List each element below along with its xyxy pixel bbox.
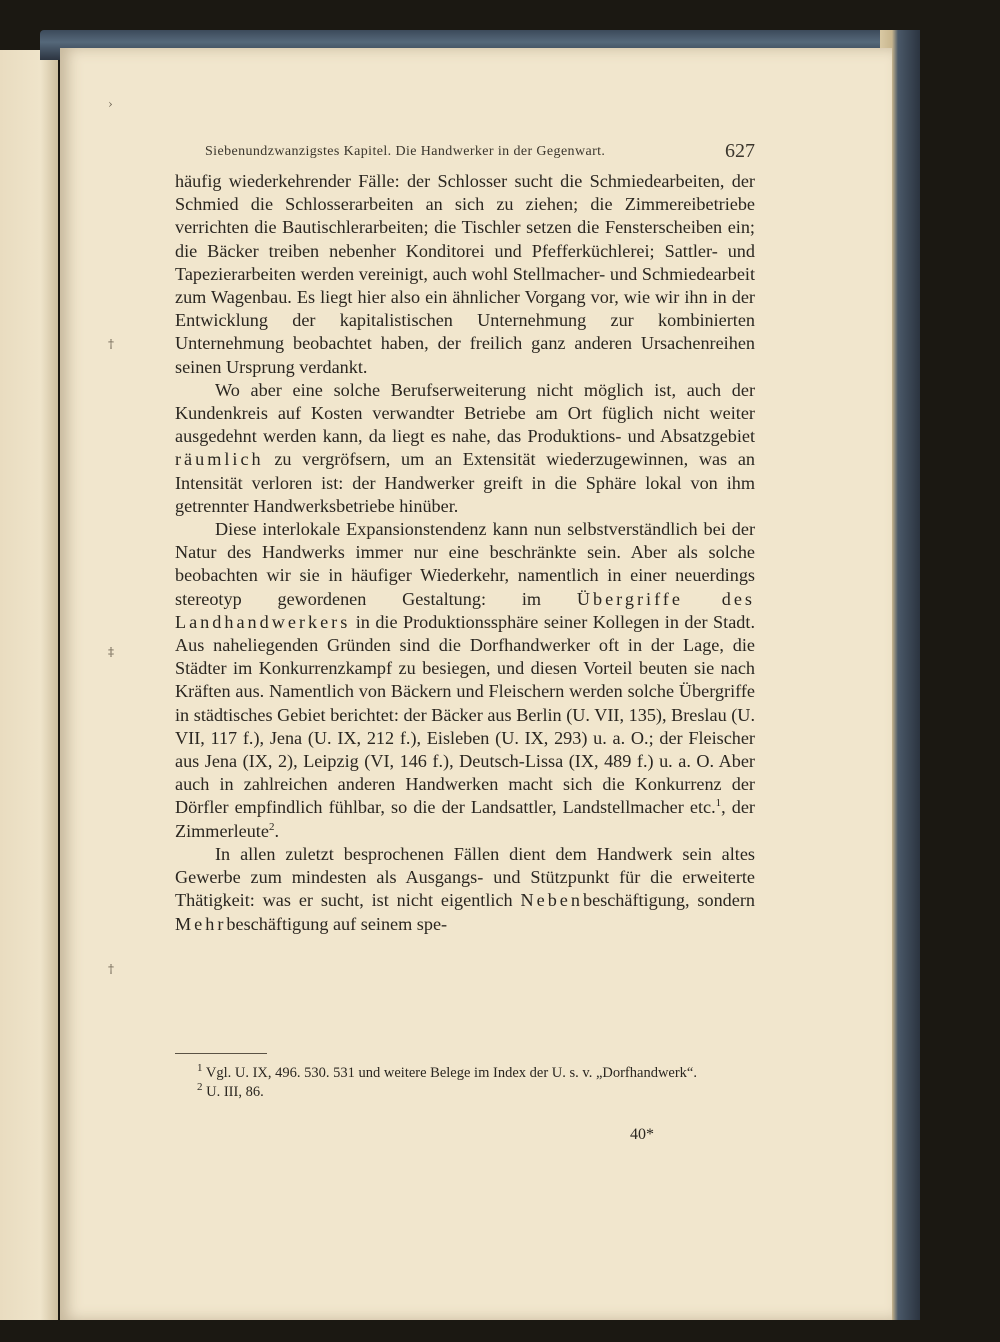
footnote-ref: 2 (268, 820, 275, 833)
margin-mark-icon: † (108, 337, 114, 351)
footnote-ref: 1 (715, 797, 722, 810)
page-number: 627 (725, 140, 755, 162)
text-run: zu vergröfsern, um an Extensität wiederzugewinnen, was an Intensität verloren ist: der Handwerker greift in die Sphäre lokal von ihm getrennter Handwerksbetriebe hinüber. (175, 449, 755, 516)
signature-mark: 40* (630, 1126, 654, 1143)
paragraph (175, 170, 755, 379)
margin-mark-icon: › (108, 97, 113, 111)
text-run: häufig wiederkehrender Fälle: der Schlosser sucht die Schmiedearbeiten, der Schmied die Schlosserarbeiten an sich zu ziehen; die Zimmereibetriebe verrichten die Bautischlerarbeiten; die Tischler setzen die Fensterscheiben ein; die Bäcker treiben nebenher Konditorei und Pfefferküchlerei; Sattler- und Tapezierarbeiten werden vereinigt, auch wohl Stellmacher- und Schmiedearbeit zum Wagenbau. Es liegt hier also ein ähnlicher Vorgang vor, wie wir ihn in der Entwicklung der kapitalistischen Unternehmung zur kombinierten Unternehmung beobachtet haben, der freilich ganz anderen Ursachenreihen seinen Ursprung verdankt. (175, 171, 755, 377)
running-head-title: Siebenundzwanzigstes Kapitel. Die Handwerker in der Gegenwart. (205, 144, 606, 159)
footnote-mark: 1 (197, 1062, 203, 1075)
text-run: Wo aber eine solche Berufserweiterung nicht möglich ist, auch der Kundenkreis auf Kosten verwandter Betriebe am Ort füglich nicht weiter ausgedehnt werden kann, da liegt es nahe, das Produktions- und Absatzgebiet (175, 379, 755, 447)
footnote (175, 1083, 755, 1102)
running-head (205, 140, 755, 164)
text-run: beschäftigung auf seinem spe- (226, 913, 448, 934)
text-run: . (274, 820, 279, 841)
emphasis-spaced: Mehr (175, 913, 227, 934)
text-run: Diese interlokale Expansionstendenz kann nun selbstverständlich bei der Natur des Handwerks immer nur eine beschränkte sein. Aber als solche beobachten wir sie in häufiger Wiederkehr, namentlich in einer neuerdings stereotyp gewordenen Gestaltung: im (175, 519, 755, 609)
margin-mark-icon: ‡ (108, 645, 114, 659)
footnote-text: U. III, 86. (202, 1084, 264, 1100)
text-run: beschäftigung, sondern (582, 890, 755, 911)
emphasis-spaced: räumlich (175, 449, 264, 470)
margin-mark-icon: † (108, 962, 114, 976)
text-run: , der Zimmerleute (175, 797, 755, 841)
footnote-text: Vgl. U. IX, 496. 530. 531 und weitere Belege im Index der U. s. v. „Dorfhandwerk“. (202, 1065, 697, 1081)
text-run: In allen zuletzt besprochenen Fällen dient dem Handwerk sein altes Gewerbe zum mindesten als Ausgangs- und Stützpunkt für die erweiterte Thätigkeit: was er sucht, ist nicht eigentlich (175, 843, 755, 911)
text-run: in die Produktionssphäre seiner Kollegen in der Stadt. Aus naheliegenden Gründen sind die Dorfhandwerker oft in der Lage, die Städter im Konkurrenzkampf zu besiegen, und diesen Vorteil beuten sie nach Kräften aus. Namentlich von Bäckern und Fleischern werden solche Übergriffe in städtisches Gebiet berichtet: der Bäcker aus Berlin (U. VII, 135), Breslau (U. VII, 117 f.), Jena (U. IX, 212 f.), Eisleben (U. IX, 293) u. a. O.; der Fleischer aus Jena (IX, 2), Leipzig (VI, 146 f.), Deutsch-Lissa (IX, 489 f.) u. a. O. Aber auch in zahlreichen anderen Handwerken macht sich die Konkurrenz der Dörfler empfindlich fühlbar, so die der Landsattler, Landstellmacher etc. (175, 611, 755, 818)
footnote-mark: 2 (197, 1081, 203, 1094)
footnote (175, 1064, 755, 1083)
emphasis-spaced: Neben (520, 890, 583, 911)
paragraph (175, 518, 755, 843)
emphasis-spaced: Übergriffe des Landhandwerkers (175, 588, 755, 632)
facing-page-edge (0, 50, 58, 1320)
footnote-rule (175, 1053, 267, 1054)
paragraph (175, 843, 755, 936)
paragraph (175, 379, 755, 518)
footnotes (175, 1064, 755, 1102)
body-text (175, 170, 755, 936)
